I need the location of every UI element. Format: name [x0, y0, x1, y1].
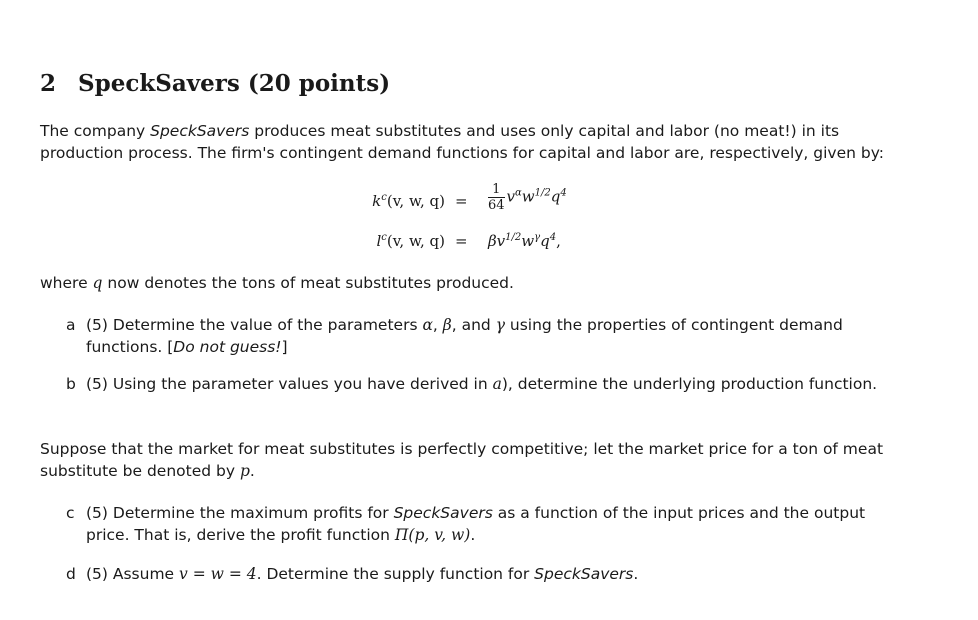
question-part-a [66, 314, 906, 358]
company-name: SpeckSavers [150, 122, 250, 140]
market-paragraph: Suppose that the market for meat substitutes is perfectly competitive; let the market price for a ton of meat substitute be denoted by p. [40, 440, 884, 480]
where-line: where q now denotes the tons of meat substitutes produced. [40, 274, 514, 292]
section-number: 2 [40, 70, 57, 97]
part-b-text: (5) Using the parameter values you have derived in a), determine the underlying production function. [86, 375, 878, 393]
section-heading [40, 70, 390, 97]
capital-demand-lhs: $k^c(v$, w, q) [372, 192, 445, 210]
intro-text-cont: produces meat substitutes and uses only capital and labor (no meat!) in its production process. The firm's contingent demand functions for capital and labor are, respectively, given by: [40, 122, 885, 162]
fraction: $\frac{1}{64}$ [488, 182, 505, 213]
part-label-c: c [66, 504, 75, 522]
labor-demand-equation [310, 226, 730, 262]
part-label-d: d [66, 565, 76, 583]
part-label-b: b [66, 375, 76, 393]
question-part-c [66, 502, 906, 546]
question-part-d [66, 563, 906, 585]
variable-p: p [239, 462, 250, 480]
part-c-text: (5) Determine the maximum profits for SpeckSavers as a function of the input prices and the output price. That is, derive the profit function Π(p, v, w). [86, 504, 866, 544]
labor-demand-rhs: $\beta v^{1/2}w^\gamma q^4$, [488, 232, 561, 250]
equals-sign: = [455, 232, 468, 250]
part-d-text: (5) Assume v = w = 4. Determine the supply function for SpeckSavers. [86, 565, 639, 583]
question-part-b [66, 373, 906, 395]
part-a-text: (5) Determine the value of the parameters α, β, and γ using the properties of contingent demand functions. [Do not guess!] [86, 316, 843, 356]
section-title: SpeckSavers (20 points) [78, 70, 391, 97]
intro-text: The company [40, 122, 151, 140]
equals-sign: = [455, 192, 468, 210]
intro-paragraph [40, 120, 920, 164]
variable-q: q [92, 274, 103, 292]
capital-demand-equation [310, 182, 730, 218]
part-label-a: a [66, 316, 76, 334]
labor-demand-lhs: $l^c(v$, w, q) [376, 232, 445, 250]
equation-block [310, 180, 730, 260]
capital-demand-rhs: $\frac{1}{64}$ $v^\alpha w^{1/2}q^4$ [488, 182, 567, 213]
